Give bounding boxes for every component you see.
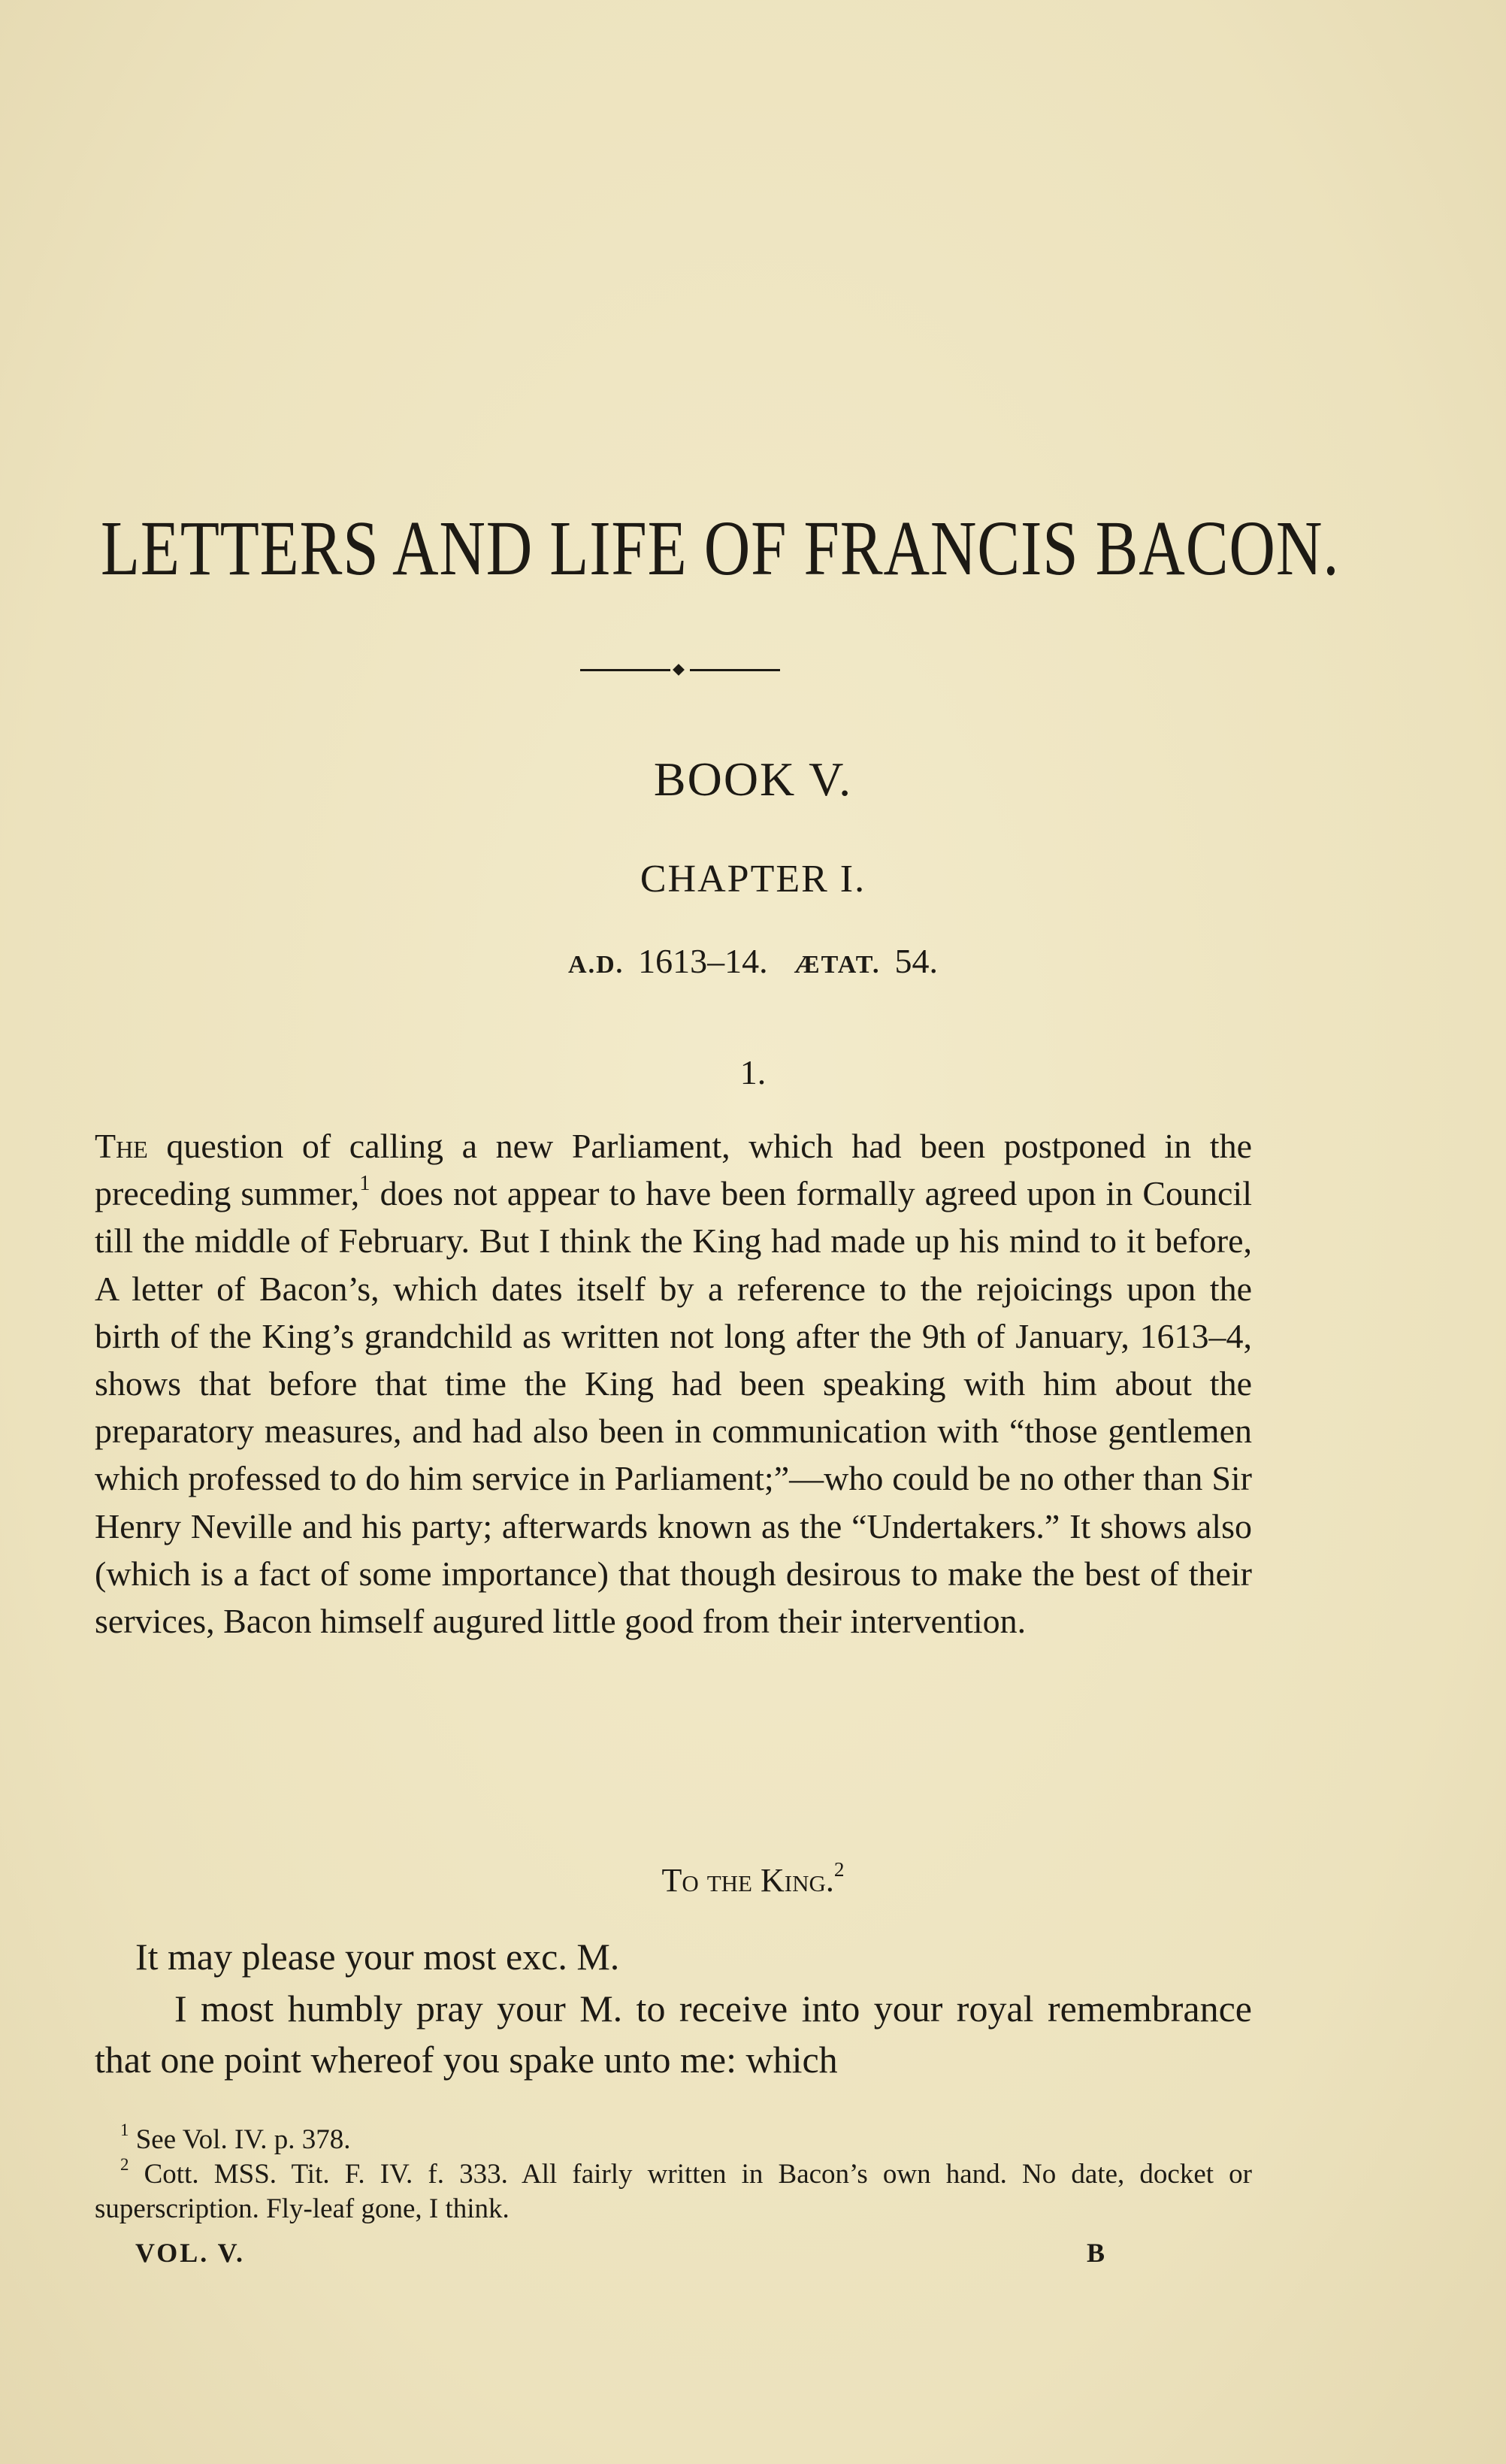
letter-heading <box>0 1858 1506 1899</box>
footnotes <box>95 2120 1252 2226</box>
letter-heading-text: To the King. <box>661 1862 834 1899</box>
paragraph-text-1: question of calling a new Parliament, which had been postponed in the preceding summer, <box>95 1127 1252 1213</box>
footnote-ref-1: 1 <box>359 1171 370 1195</box>
signature-mark: B <box>1087 2238 1105 2268</box>
footnote-2-number: 2 <box>120 2155 129 2175</box>
footnote-2 <box>95 2157 1252 2226</box>
footnote-1-number: 1 <box>120 2120 129 2140</box>
ornament-right-line <box>690 669 780 671</box>
ornament-left-line <box>580 669 670 671</box>
page-title: LETTERS AND LIFE OF FRANCIS BACON. <box>101 505 1340 592</box>
date-ad: A.D. <box>568 951 624 979</box>
paragraph-text-2: does not appear to have been formally agreed upon in Council till the middle of February. But I think the King had made up his mind to it before, A letter of Bacon’s, which dates itself by a reference to the rejoicings upon the birth of the King’s grandchild as written not long after the 9th of January, 1613–4, shows that before that time the King had been speaking with him about the preparatory measures, and had also been in communication with “those gentlemen which professed to do him service in Parliament;”—who could be no other than Sir Henry Neville and his party; afterwards known as the “Undertakers.” It shows also (which is a fact of some importance) that though desirous to make the best of their services, Bacon himself augured little good from their intervention. <box>95 1174 1252 1641</box>
section-number: 1. <box>739 1053 767 1091</box>
book-heading: BOOK V. <box>653 752 853 806</box>
lead-word: The <box>95 1127 148 1165</box>
date-aetat: ÆTAT. <box>794 951 881 979</box>
title-rule-ornament <box>580 664 780 675</box>
diamond-icon <box>673 664 685 676</box>
body-paragraph <box>95 1122 1252 1645</box>
date-age: 54. <box>894 942 938 980</box>
footnote-1 <box>95 2120 1252 2157</box>
date-years: 1613–14. <box>638 942 768 980</box>
volume-signature: VOL. V. <box>135 2238 245 2268</box>
date-line <box>0 941 1506 981</box>
letter-salutation: It may please your most exc. M. <box>135 1936 620 1978</box>
footnote-1-text: See Vol. IV. p. 378. <box>129 2124 351 2155</box>
footnote-2-text: Cott. MSS. Tit. F. IV. f. 333. All fairly written in Bacon’s own hand. No date, docket or superscription. Fly-leaf gone, I think. <box>95 2159 1252 2224</box>
letter-body: I most humbly pray your M. to receive into your royal remembrance that one point whereof you spake unto me: which <box>95 1987 1252 2081</box>
footnote-ref-2: 2 <box>833 1858 845 1881</box>
chapter-heading: CHAPTER I. <box>640 858 866 901</box>
